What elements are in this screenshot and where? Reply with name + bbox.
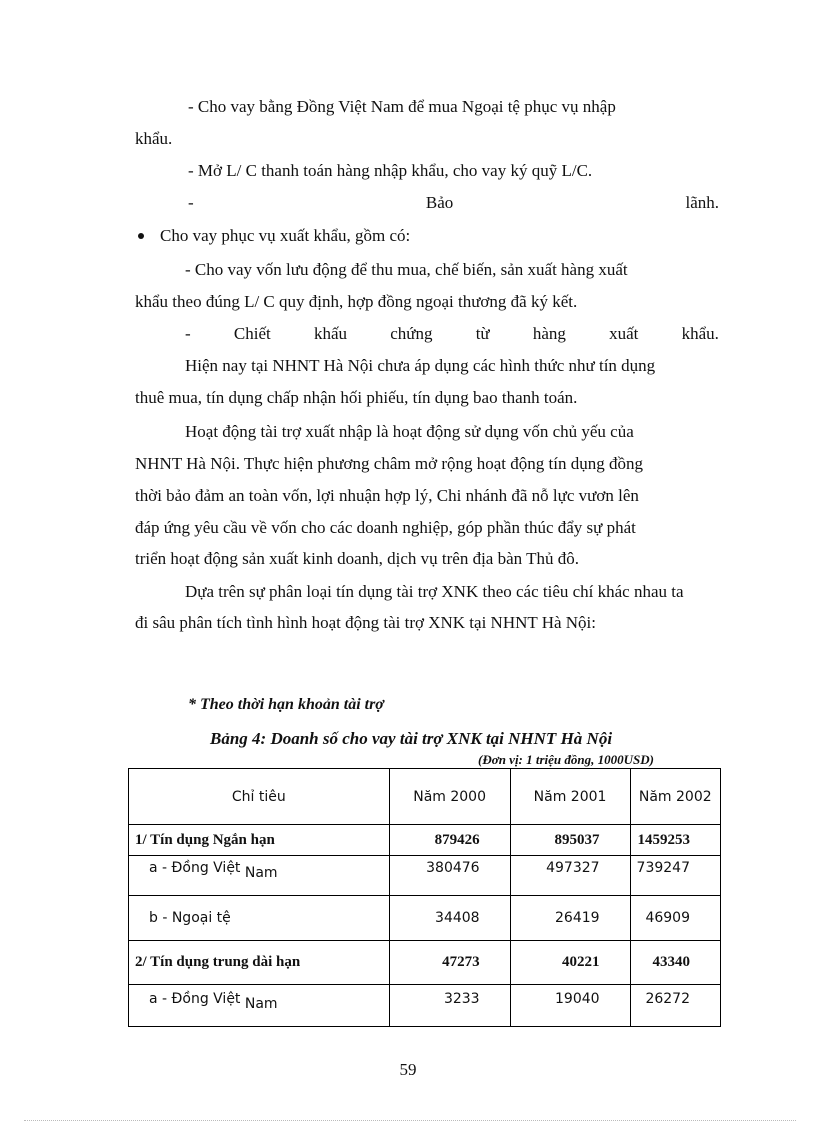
table-row [129,856,721,896]
text-line: Dựa trên sự phân loại tín dụng tài trợ XNK theo các tiêu chí khác nhau ta [185,582,684,601]
word: Chiết [233,324,271,343]
table-cell: 3233 [389,985,510,1027]
text-line: Hoạt động tài trợ xuất nhập là hoạt động sử dụng vốn chủ yếu của [185,422,634,441]
text-line: NHNT Hà Nội. Thực hiện phương châm mở rộng hoạt động tín dụng đồng [135,454,643,473]
table-cell: 879426 [389,825,510,856]
word: khẩu. [681,324,719,343]
row-label [129,856,390,896]
word: Bảo [425,193,454,212]
row-label: b - Ngoại tệ [129,896,390,941]
text-line: - Cho vay bằng Đồng Việt Nam để mua Ngoại tệ phục vụ nhập [188,97,616,116]
row-label-text: a - Đồng Việt [149,860,241,876]
word: từ [475,324,490,343]
word: khấu [313,324,347,343]
table-cell: 26419 [510,896,630,941]
header-cell: Chỉ tiêu [129,769,390,825]
text-line: Hiện nay tại NHNT Hà Nội chưa áp dụng các hình thức như tín dụng [185,356,656,375]
table-row [129,896,721,941]
data-table [128,768,721,1027]
table-cell: 19040 [510,985,630,1027]
table-row [129,941,721,985]
text-line: triển hoạt động sản xuất kinh doanh, dịch vụ trên địa bàn Thủ đô. [135,549,579,568]
text-line: khẩu theo đúng L/ C quy định, hợp đồng ngoại thương đã ký kết. [135,292,578,311]
table-unit: (Đơn vị: 1 triệu đồng, 1000USD) [478,752,654,767]
table-cell: 47273 [389,941,510,985]
header-cell: Năm 2002 [630,769,720,825]
text-line: - Mở L/ C thanh toán hàng nhập khẩu, cho vay ký quỹ L/C. [188,161,593,180]
table-cell: 46909 [630,896,720,941]
table-cell: 497327 [510,856,630,896]
row-label [129,985,390,1027]
row-label-sub: Nam [244,865,278,881]
table-cell: 739247 [630,856,720,896]
text-line-justified [188,193,719,213]
table-cell: 895037 [510,825,630,856]
text-line: thuê mua, tín dụng chấp nhận hối phiếu, tín dụng bao thanh toán. [135,388,578,407]
text-line-justified [185,324,719,344]
table-cell: 380476 [389,856,510,896]
word: - [185,324,191,343]
bullet-text: Cho vay phục vụ xuất khẩu, gồm có: [160,226,411,245]
table-row [129,985,721,1027]
word: hàng [532,324,566,343]
word: chứng [390,324,433,343]
table-cell: 43340 [630,941,720,985]
row-label-text: a - Đồng Việt [149,991,241,1007]
bullet-icon [138,233,144,239]
word: xuất [609,324,639,343]
page-number: 59 [399,1060,417,1079]
table-caption: Bảng 4: Doanh số cho vay tài trợ XNK tại NHNT Hà Nội [210,729,613,748]
page-edge-divider [24,1120,796,1121]
table-cell: 40221 [510,941,630,985]
table-row [129,825,721,856]
text-line: thời bảo đảm an toàn vốn, lợi nhuận hợp lý, Chi nhánh đã nỗ lực vươn lên [135,486,639,505]
table-header-row [129,769,721,825]
text-line: khẩu. [135,129,173,148]
word: lãnh. [685,193,719,212]
row-label: 1/ Tín dụng Ngắn hạn [129,825,390,856]
table-cell: 26272 [630,985,720,1027]
row-label: 2/ Tín dụng trung dài hạn [129,941,390,985]
header-cell: Năm 2001 [510,769,630,825]
text-line: đi sâu phân tích tình hình hoạt động tài trợ XNK tại NHNT Hà Nội: [135,613,597,632]
text-line: - Cho vay vốn lưu động để thu mua, chế biến, sản xuất hàng xuất [185,260,628,279]
text-line: đáp ứng yêu cầu về vốn cho các doanh nghiệp, góp phần thúc đẩy sự phát [135,518,636,537]
table-cell: 34408 [389,896,510,941]
word: - [188,193,194,212]
row-label-sub: Nam [244,996,278,1012]
header-cell: Năm 2000 [389,769,510,825]
table-cell: 1459253 [630,825,720,856]
section-heading: * Theo thời hạn khoản tài trợ [188,696,384,713]
